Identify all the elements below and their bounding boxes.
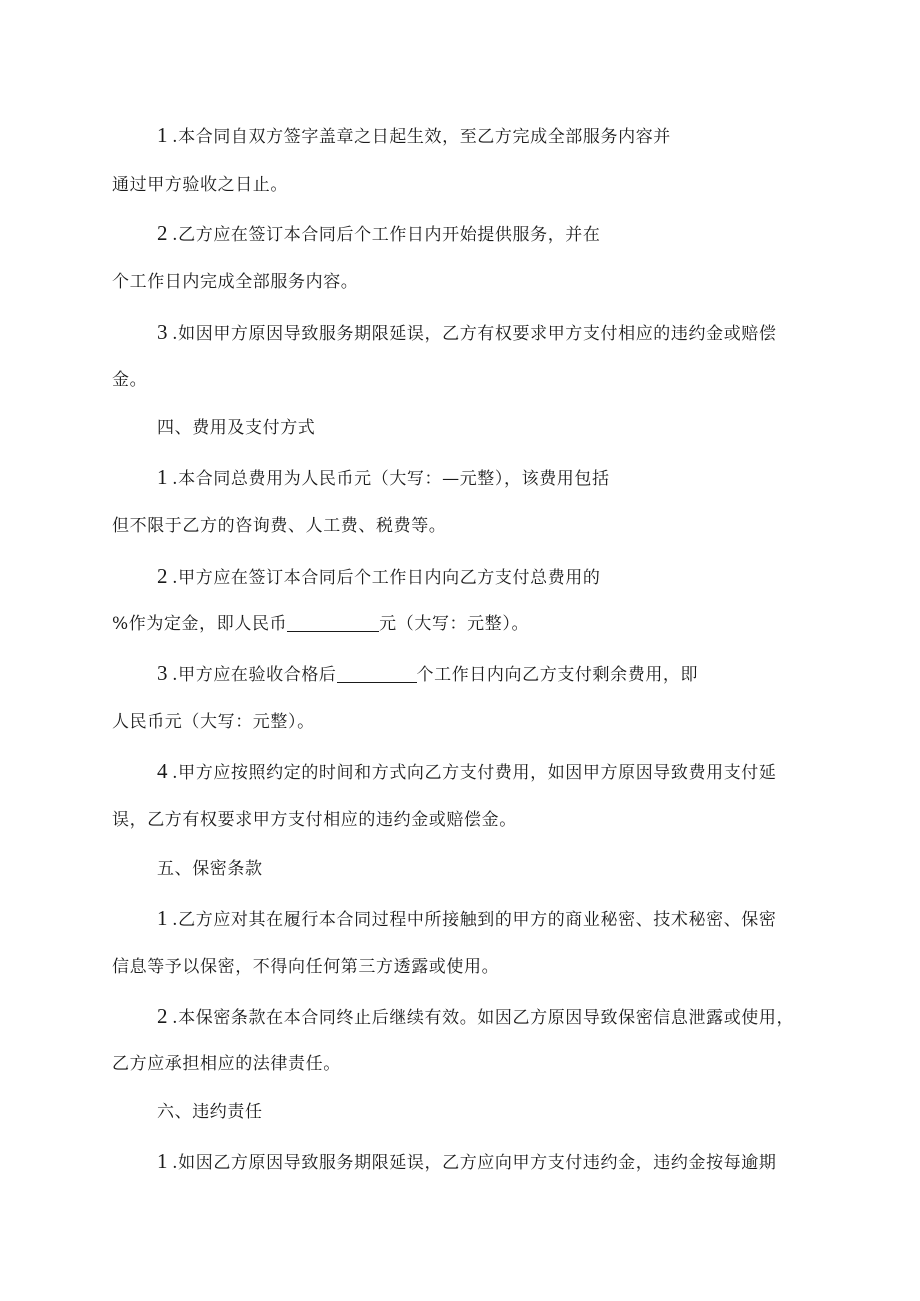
paragraph-line [112, 173, 288, 197]
paragraph-text: 误，乙方有权要求甲方支付相应的违约金或赔偿金。 [112, 810, 517, 830]
blank-underline [337, 664, 417, 683]
paragraph-text: .本合同总费用为人民币元（大写：—元整），该费用包括 [172, 469, 610, 489]
paragraph-line [112, 955, 499, 979]
section-heading: 四、费用及支付方式 [157, 418, 316, 438]
paragraph-line [157, 123, 671, 149]
paragraph-line [157, 564, 601, 590]
paragraph-line [112, 710, 315, 734]
paragraph-line [157, 320, 777, 346]
paragraph-text: 但不限于乙方的咨询费、人工费、税费等。 [112, 516, 447, 536]
item-number: 4 [157, 759, 169, 783]
item-number: 1 [157, 465, 169, 489]
paragraph-text: 通过甲方验收之日止。 [112, 175, 288, 195]
item-number: 2 [157, 1004, 169, 1028]
paragraph-text: .乙方应在签订本合同后个工作日内开始提供服务，并在 [172, 225, 601, 245]
paragraph-line [112, 368, 147, 392]
paragraph-text: 元（大写：元整）。 [379, 614, 530, 634]
blank-underline [287, 613, 379, 632]
paragraph-line [112, 270, 358, 294]
paragraph-line [112, 612, 529, 636]
paragraph-text: 金。 [112, 370, 148, 390]
paragraph-text: .乙方应对其在履行本合同过程中所接触到的甲方的商业秘密、技术秘密、保密 [172, 910, 777, 930]
paragraph-line [157, 759, 777, 785]
paragraph-text: .本合同自双方签字盖章之日起生效，至乙方完成全部服务内容并 [172, 127, 671, 147]
item-number: 3 [157, 320, 169, 344]
paragraph-line [157, 906, 777, 932]
item-number: 1 [157, 1149, 169, 1173]
paragraph-text: %作为定金，即人民币 [112, 614, 288, 634]
item-number: 3 [157, 661, 169, 685]
paragraph-text: 乙方应承担相应的法律责任。 [112, 1054, 341, 1074]
paragraph-line [157, 221, 601, 247]
paragraph-text: 人民币元（大写：元整）。 [112, 712, 315, 732]
paragraph-text: .甲方应在签订本合同后个工作日内向乙方支付总费用的 [172, 568, 601, 588]
paragraph-line [112, 514, 446, 538]
paragraph-text: .甲方应在验收合格后 [172, 665, 337, 685]
item-number: 1 [157, 123, 169, 147]
paragraph-text: 个工作日内完成全部服务内容。 [112, 272, 359, 292]
paragraph-line [112, 1052, 341, 1076]
paragraph-line [112, 808, 517, 832]
item-number: 1 [157, 906, 169, 930]
paragraph-text: .本保密条款在本合同终止后继续有效。如因乙方原因导致保密信息泄露或使用， [172, 1008, 795, 1028]
item-number: 2 [157, 564, 169, 588]
paragraph-text: .如因甲方原因导致服务期限延误，乙方有权要求甲方支付相应的违约金或赔偿 [172, 324, 777, 344]
section-heading: 五、保密条款 [157, 859, 263, 879]
paragraph-line [157, 1004, 794, 1030]
item-number: 2 [157, 221, 169, 245]
paragraph-text: 信息等予以保密，不得向任何第三方透露或使用。 [112, 957, 500, 977]
paragraph-line [157, 661, 698, 687]
paragraph-line [157, 1149, 777, 1175]
section-heading: 六、违约责任 [157, 1102, 263, 1122]
paragraph-text: .甲方应按照约定的时间和方式向乙方支付费用，如因甲方原因导致费用支付延 [172, 763, 777, 783]
paragraph-line [157, 465, 610, 491]
paragraph-text: 个工作日内向乙方支付剩余费用，即 [416, 665, 699, 685]
paragraph-text: .如因乙方原因导致服务期限延误，乙方应向甲方支付违约金，违约金按每逾期 [172, 1153, 777, 1173]
